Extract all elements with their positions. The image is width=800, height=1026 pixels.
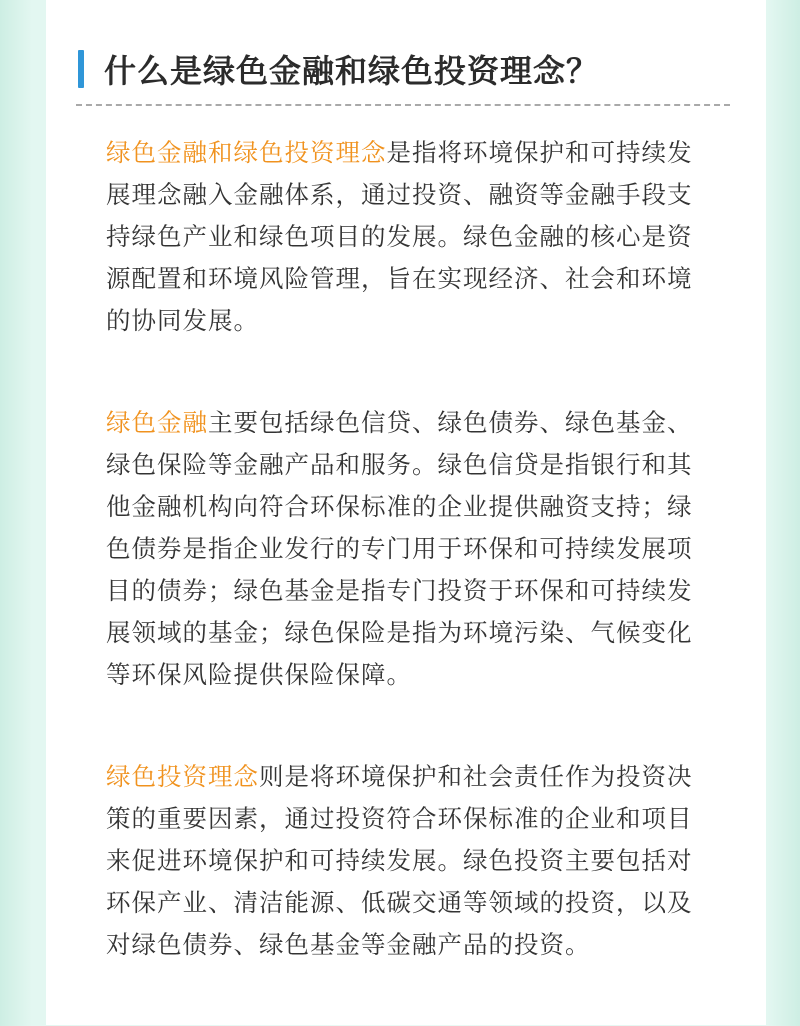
article-card bbox=[46, 0, 766, 1025]
paragraph-1 bbox=[106, 132, 711, 342]
section-heading bbox=[78, 44, 599, 94]
paragraph-3-highlight: 绿色投资理念 bbox=[106, 762, 259, 791]
dashed-divider bbox=[76, 104, 730, 106]
paragraph-1-text: 是指将环境保护和可持续发展理念融入金融体系，通过投资、融资等金融手段支持绿色产业和绿色项目的发展。绿色金融的核心是资源配置和环境风险管理，旨在实现经济、社会和环境的协同发展。 bbox=[106, 138, 693, 335]
article-body bbox=[106, 132, 711, 1026]
paragraph-2-text: 主要包括绿色信贷、绿色债券、绿色基金、绿色保险等金融产品和服务。绿色信贷是指银行和其他金融机构向符合环保标准的企业提供融资支持；绿色债券是指企业发行的专门用于环保和可持续发展项目的债券；绿色基金是指专门投资于环保和可持续发展领域的基金；绿色保险是指为环境污染、气候变化等环保风险提供保险保障。 bbox=[106, 408, 693, 689]
paragraph-3 bbox=[106, 756, 711, 966]
heading-title: 什么是绿色金融和绿色投资理念？ bbox=[104, 52, 600, 90]
paragraph-2 bbox=[106, 402, 711, 696]
paragraph-1-highlight: 绿色金融和绿色投资理念 bbox=[106, 138, 387, 167]
paragraph-3-text: 则是将环境保护和社会责任作为投资决策的重要因素，通过投资符合环保标准的企业和项目来促进环境保护和可持续发展。绿色投资主要包括对环保产业、清洁能源、低碳交通等领域的投资，以及对绿色债券、绿色基金等金融产品的投资。 bbox=[106, 762, 693, 959]
paragraph-2-highlight: 绿色金融 bbox=[106, 408, 208, 437]
heading-accent-bar bbox=[78, 50, 84, 88]
